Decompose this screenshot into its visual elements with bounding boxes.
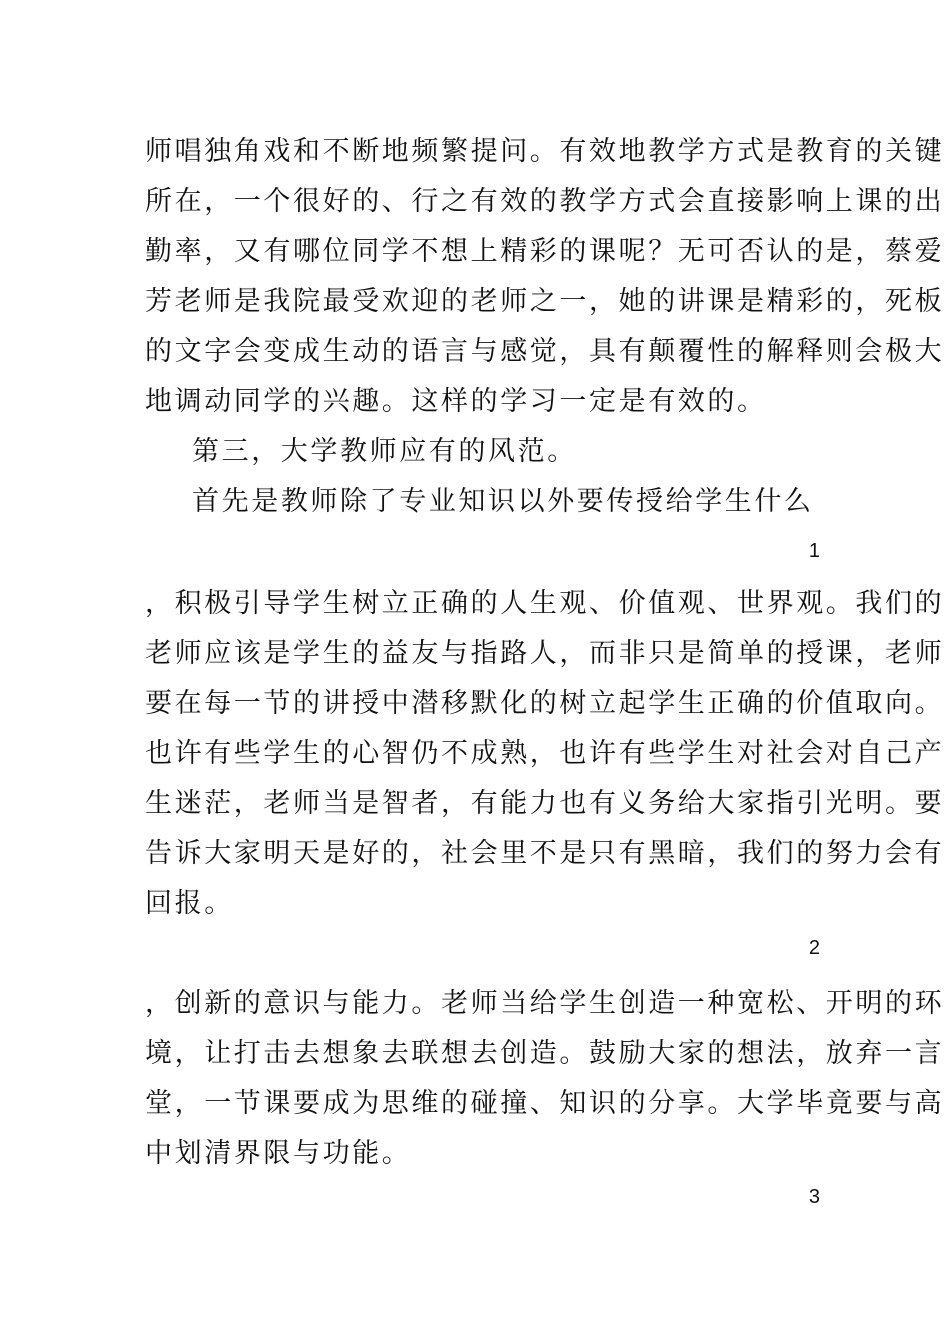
text-line: 师唱独角戏和不断地频繁提问。有效地教学方式是教育的关键 [145,136,945,167]
text-line: 地调动同学的兴趣。这样的学习一定是有效的。 [145,386,767,417]
text-line: 生迷茫，老师当是智者，有能力也有义务给大家指引光明。要 [145,788,945,819]
page-number: 2 [808,937,820,959]
text-line: ，创新的意识与能力。老师当给学生创造一种宽松、开明的环 [145,988,945,1019]
text-line: 也许有些学生的心智仍不成熟，也许有些学生对社会对自己产 [145,738,945,769]
text-line: 境，让打击去想象去联想去创造。鼓励大家的想法，放弃一言 [145,1038,945,1069]
text-line: ，积极引导学生树立正确的人生观、价值观、世界观。我们的 [145,588,945,619]
text-line: 中划清界限与功能。 [145,1138,412,1169]
text-line: 要在每一节的讲授中潜移默化的树立起学生正确的价值取向。 [145,688,945,719]
text-line: 勤率，又有哪位同学不想上精彩的课呢？无可否认的是，蔡爱 [145,236,945,267]
section-heading: 第三，大学教师应有的风范。 [192,436,577,467]
text-line: 回报。 [145,888,234,919]
text-line: 芳老师是我院最受欢迎的老师之一，她的讲课是精彩的，死板 [145,286,945,317]
page-number: 1 [808,540,820,562]
page-number: 3 [808,1186,820,1208]
text-line: 首先是教师除了专业知识以外要传授给学生什么 [192,486,814,517]
text-line: 所在，一个很好的、行之有效的教学方式会直接影响上课的出 [145,186,945,217]
text-line: 老师应该是学生的益友与指路人，而非只是简单的授课，老师 [145,638,945,669]
text-line: 的文字会变成生动的语言与感觉，具有颠覆性的解释则会极大 [145,336,945,367]
text-line: 告诉大家明天是好的，社会里不是只有黑暗，我们的努力会有 [145,838,945,869]
text-line: 堂，一节课要成为思维的碰撞、知识的分享。大学毕竟要与高 [145,1088,945,1119]
